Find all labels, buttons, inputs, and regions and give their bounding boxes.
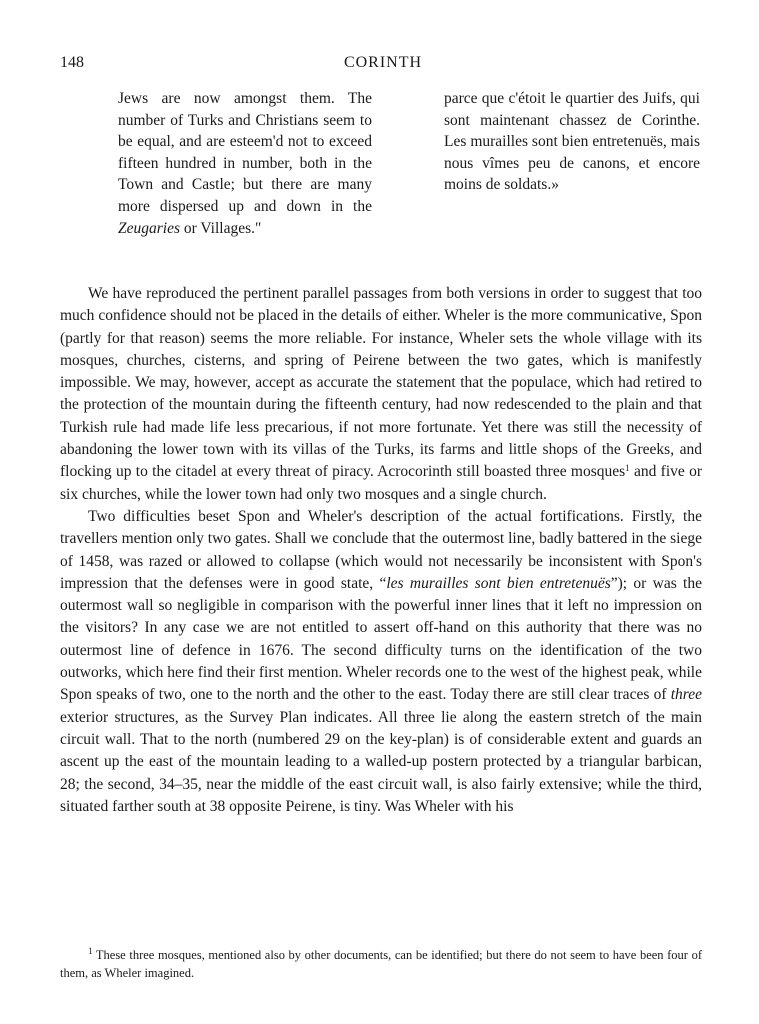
paragraph-2-text-middle: ”); or was the outermost wall so negligible in comparison with the powerful inner lines that it left no impression on the visitors? In any case we are not entitled to assert off-hand on this authority that there was no outermost line of defence in 1676. The second difficulty turns on the identification of the two outworks, which here find their first mention. Wheler records one to the west of the highest peak, while Spon speaks of two, one to the north and the other to the east. Today there are still clear traces of	[60, 574, 702, 704]
paragraph-1-text: We have reproduced the pertinent parallel passages from both versions in order to suggest that too much confidence should not be placed in the details of either. Wheler is the more communicative, Spon (partly for that reason) seems the more reliable. For instance, Wheler sets the whole village with its mosques, churches, cisterns, and spring of Peirene between the two gates, which is manifestly impossible. We may, however, accept as accurate the statement that the populace, which had retired to the protection of the mountain during the fifteenth century, had now redescended to the plain and that Turkish rule had made life less precarious, if not more fortunate. Yet there was still the necessity of abandoning the lower town with its villas of the Turks, its farms and little shops of the Greeks, and flocking up to the citadel at every threat of piracy. Acrocorinth still boasted three mosques	[60, 285, 702, 481]
footnote-number: 1	[88, 946, 93, 956]
paragraph-1-text-end: and five or six churches, while the lower town had only two mosques and a single church.	[60, 463, 703, 503]
quote-french-text: parce que c'étoit le quartier des Juifs, qui sont maintenant chassez de Corinthe. Les murailles sont bien entretenuës, mais nous vîmes peu de canons, et encore moins de soldats.»	[444, 90, 700, 194]
paragraph-2-text: Two difficulties beset Spon and Wheler's description of the actual fortifications. Firstly, the travellers mention only two gates. Shall we conclude that the outermost line, badly battered in the siege of 1458, was razed or allowed to collapse (which would not necessarily be inconsistent with Spon's impression that the defenses were in good state, “	[60, 507, 702, 592]
body-text	[60, 283, 702, 818]
page-number: 148	[60, 54, 84, 71]
running-title: CORINTH	[343, 54, 423, 71]
quote-english-text-end: or Villages."	[180, 219, 262, 237]
paragraph-2-italic-three: three	[670, 686, 702, 704]
quote-english-italic: Zeugaries	[118, 219, 180, 237]
paragraph-2-text-end: exterior structures, as the Survey Plan indicates. All three lie along the eastern stretch of the main circuit wall. That to the north (numbered 29 on the key-plan) is of considerable extent and guards an ascent up the east of the mountain leading to a walled-up postern protected by a triangular barbican, 28; the second, 34–35, near the middle of the east circuit wall, is also fairly extensive; while the third, situated farther south at 38 opposite Peirene, is tiny. Was Wheler with his	[60, 708, 702, 815]
footnote-text: These three mosques, mentioned also by other documents, can be identified; but there do not seem to have been four of them, as Wheler imagined.	[60, 948, 702, 980]
footnote-reference: 1	[625, 463, 630, 474]
paragraph-1	[60, 283, 702, 506]
paragraph-2-italic-quote: les murailles sont bien entretenuës	[386, 574, 611, 592]
paragraph-2	[60, 506, 702, 818]
quote-french-column	[444, 88, 700, 196]
footnote	[60, 947, 702, 982]
page-header	[60, 54, 706, 76]
quote-english-text: Jews are now amongst them. The number of Turks and Christians seem to be equal, and are esteem'd not to exceed fifteen hundred in number, both in the Town and Castle; but there are many more dispersed up and down in the	[118, 90, 372, 215]
quote-english-column	[118, 88, 372, 239]
